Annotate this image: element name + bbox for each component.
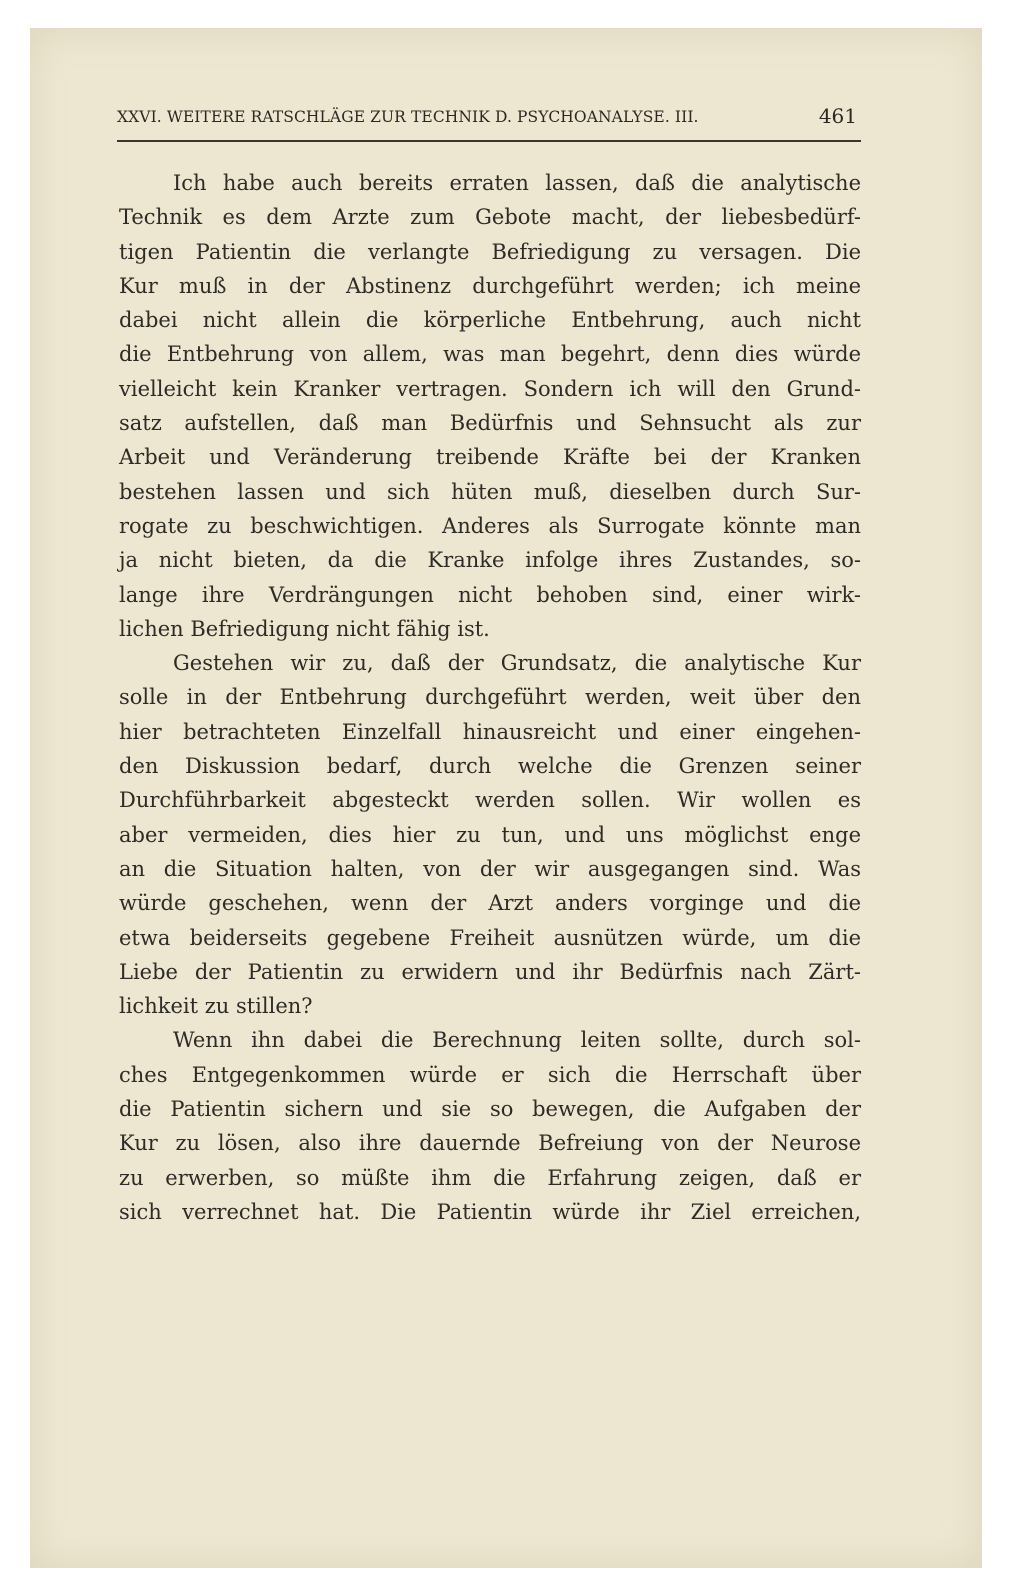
- text-line: etwa beiderseits gegebene Freiheit ausnützen würde, um die: [119, 925, 861, 950]
- text-line: den Diskussion bedarf, durch welche die Grenzen seiner: [119, 754, 861, 779]
- text-line: würde geschehen, wenn der Arzt anders vorginge und die: [119, 891, 861, 916]
- text-line: Ich habe auch bereits erraten lassen, daß die analytische: [173, 171, 861, 195]
- text-line: Kur zu lösen, also ihre dauernde Befreiung von der Neurose: [119, 1131, 861, 1156]
- text-line: Kur muß in der Abstinenz durchgeführt werden; ich meine: [119, 273, 861, 298]
- page-number: 461: [818, 104, 857, 128]
- text-line: lichen Befriedigung nicht fähig ist.: [119, 616, 490, 641]
- text-line: Gestehen wir zu, daß der Grundsatz, die analytische Kur: [173, 651, 861, 676]
- text-line: Wenn ihn dabei die Berechnung leiten sollte, durch sol-: [173, 1028, 861, 1053]
- paragraph-3: [119, 1023, 861, 1229]
- text-line: hier betrachteten Einzelfall hinausreicht und einer eingehen-: [119, 719, 861, 744]
- text-line: tigen Patientin die verlangte Befriedigung zu versagen. Die: [119, 239, 861, 264]
- text-line: dabei nicht allein die körperliche Entbehrung, auch nicht: [119, 308, 861, 333]
- text-line: vielleicht kein Kranker vertragen. Sondern ich will den Grund-: [119, 376, 861, 401]
- text-line: bestehen lassen und sich hüten muß, dieselben durch Sur-: [119, 479, 861, 504]
- text-line: an die Situation halten, von der wir ausgegangen sind. Was: [119, 856, 861, 881]
- paragraph-1: [119, 166, 861, 646]
- header-rule: [117, 140, 861, 142]
- running-header: [117, 104, 861, 138]
- paragraph-2: [119, 646, 861, 1023]
- text-line: ja nicht bieten, da die Kranke infolge ihres Zustandes, so-: [119, 548, 861, 573]
- body-text: [119, 166, 861, 1229]
- text-line: die Patientin sichern und sie so bewegen, die Aufgaben der: [119, 1097, 861, 1122]
- header-title: XXVI. WEITERE RATSCHLÄGE ZUR TECHNIK D. PSYCHOANALYSE. III.: [117, 108, 699, 126]
- text-line: Arbeit und Veränderung treibende Kräfte bei der Kranken: [119, 445, 861, 470]
- text-line: Liebe der Patientin zu erwidern und ihr Bedürfnis nach Zärt-: [119, 959, 861, 984]
- text-line: sich verrechnet hat. Die Patientin würde ihr Ziel erreichen,: [119, 1199, 861, 1224]
- text-line: lange ihre Verdrängungen nicht behoben sind, einer wirk-: [119, 582, 861, 607]
- text-line: Durchführbarkeit abgesteckt werden sollen. Wir wollen es: [119, 788, 861, 813]
- text-line: solle in der Entbehrung durchgeführt werden, weit über den: [119, 685, 861, 710]
- text-line: zu erwerben, so müßte ihm die Erfahrung zeigen, daß er: [119, 1165, 861, 1190]
- text-line: Technik es dem Arzte zum Gebote macht, der liebesbedürf-: [119, 205, 861, 230]
- text-line: lichkeit zu stillen?: [119, 994, 313, 1019]
- text-line: satz aufstellen, daß man Bedürfnis und Sehnsucht als zur: [119, 411, 861, 436]
- text-line: rogate zu beschwichtigen. Anderes als Surrogate könnte man: [119, 513, 861, 538]
- text-line: die Entbehrung von allem, was man begehrt, denn dies würde: [119, 342, 861, 367]
- text-line: aber vermeiden, dies hier zu tun, und uns möglichst enge: [119, 822, 861, 847]
- text-line: ches Entgegenkommen würde er sich die Herrschaft über: [119, 1062, 861, 1087]
